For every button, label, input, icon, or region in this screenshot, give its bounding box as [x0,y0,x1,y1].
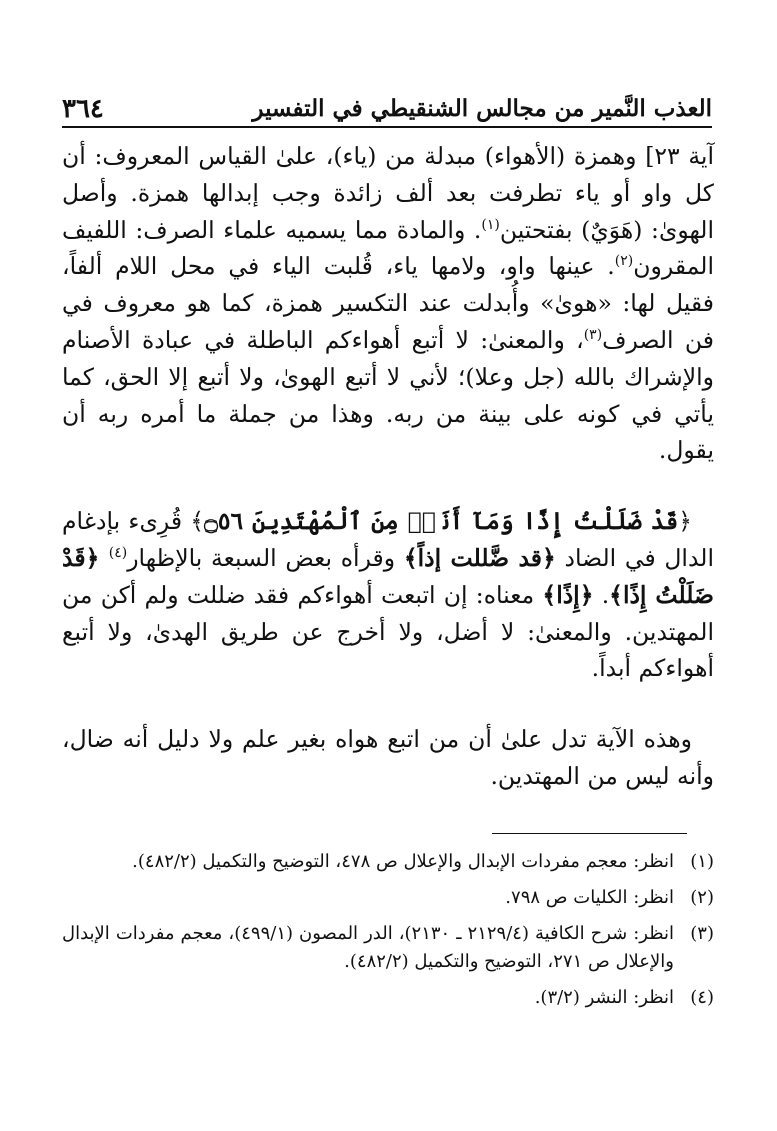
footnote [62,848,714,876]
footnote-ref-1[interactable]: (١) [481,216,500,233]
ornate-bracket-close: ﴾ [190,507,205,536]
quran-reading-2: ﴿قَدْ ضَلَلْتُ إِذًا﴾ [62,543,714,609]
text-run: آية ٢٣] وهمزة (الأهواء) مبدلة من (ياء)، علىٰ القياس المعروف: أن كل واو أو ياء تطرفت بعد ألف زائدة وجب إبدالها همزة. وأصل الهوىٰ: (هَوَيٌ) بفتحتين [62,142,715,244]
footnote-ref-3[interactable]: (٣) [583,327,603,344]
paragraph-1 [62,138,714,469]
quran-word: ﴿إِذًا﴾ [542,580,594,609]
footnote-text: انظر: النشر (٣/٢). [534,987,674,1008]
text-run: ، والمعنىٰ: لا أتبع أهواءكم الباطلة في عبادة الأصنام والإشراك بالله (جل وعلا)؛ لأني لا أتبع الهوىٰ، ولا أتبع إلا الحق، كما يأتي في كونه على بينة من ربه. وهذا من جملة ما أمره ربه أن يقول. [62,325,714,465]
footnote-number: (٢) [690,887,714,908]
footnote-number: (٣) [690,923,714,944]
text-run: . عينها واو، ولامها ياء، قُلبت الياء في محل اللام ألفاً، فقيل لها: «هوىٰ» وأُبدلت عند التكسير همزة، كما هو معروف في فن الصرف [62,252,714,354]
quran-verse: قَدْ ضَلَلْتُ إِذًا وَمَآ أَنَا۠ مِنَ ٱلْمُهْتَدِينَ ۝٥٦ [204,507,679,536]
footnote [62,920,714,976]
footnote [62,884,714,912]
paragraph-3: وهذه الآية تدل علىٰ أن من اتبع هواه بغير علم ولا دليل أنه ضال، وأنه ليس من المهتدين. [62,725,714,790]
footnote [62,984,714,1012]
text-run: . والمادة مما يسميه علماء الصرف: اللفيف المقرون [62,215,714,281]
text-run: وقرأه بعض السبعة بالإظهار [127,543,404,572]
footnotes [62,848,714,1020]
footnote-number: (٤) [690,987,714,1008]
text-run: . [593,580,610,609]
text-run: معناه: إن اتبعت أهواءكم فقد ضللت ولم أكن من المهتدين. والمعنىٰ: لا أضل، ولا أخرج عن طريق الهدىٰ، ولا أتبع أهواءكم أبداً. [62,580,714,683]
footnote-ref-4[interactable]: (٤) [108,545,128,562]
page-number: ٣٦٤ [62,94,104,124]
footnote-divider [492,833,687,834]
text-run: قُرِىء بإدغام الدال في الضاد [62,507,714,572]
quran-reading-1: ﴿قد ضَّللت إذاً﴾ [403,543,556,572]
footnote-text: انظر: معجم مفردات الإبدال والإعلال ص ٤٧٨، التوضيح والتكميل (٤٨٢/٢). [132,851,674,872]
ornate-bracket-open: ﴿ [678,507,692,536]
footnote-ref-2[interactable]: (٢) [614,253,634,270]
running-header [62,82,712,128]
footnote-text: انظر: الكليات ص ٧٩٨. [505,887,674,908]
footnote-number: (١) [690,851,714,872]
footnote-text: انظر: شرح الكافية (٢١٢٩/٤ ـ ٢١٣٠)، الدر المصون (٤٩٩/١)، معجم مفردات الإبدال والإعلال ص ٢٧١، التوضيح والتكميل (٤٨٢/٢). [62,923,675,972]
book-title: العذب النَّمير من مجالس الشنقيطي في التفسير [252,95,712,122]
main-text [62,138,714,795]
paragraph-2 [62,503,714,687]
